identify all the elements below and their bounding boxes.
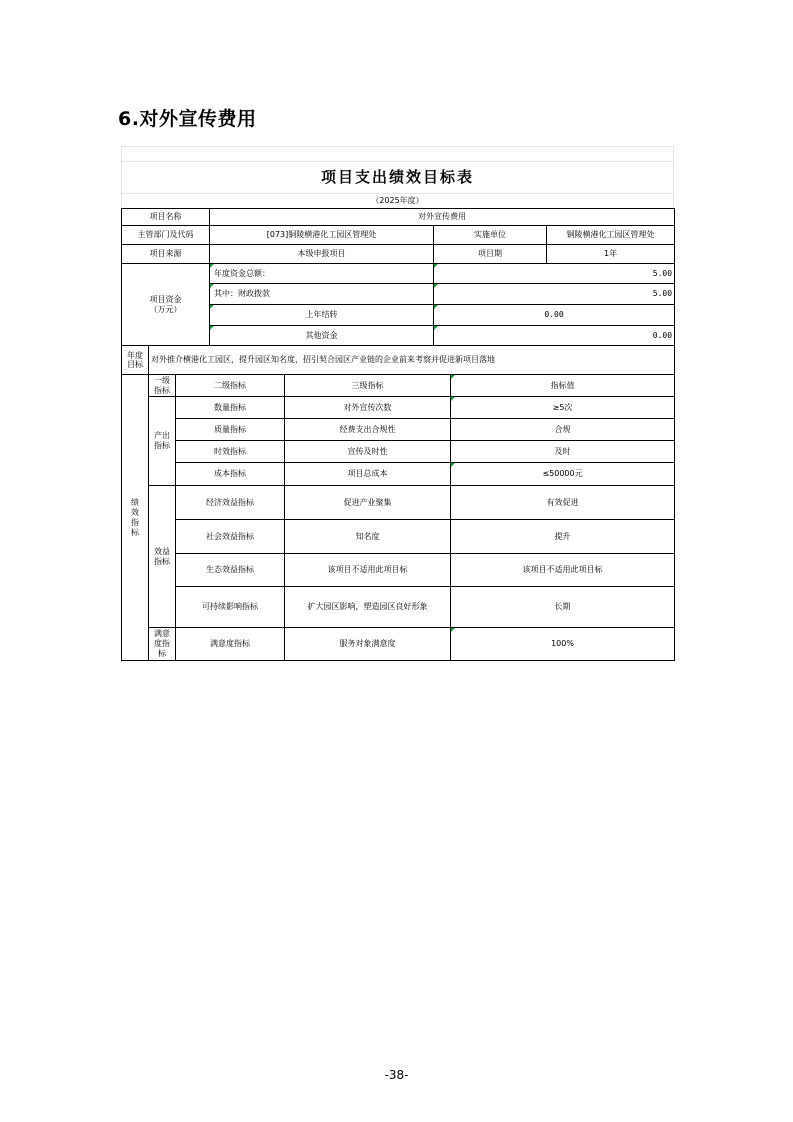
output-value: 及时 <box>451 441 675 463</box>
goal-text: 对外推介横港化工园区，提升园区知名度，招引契合园区产业链的企业前来考察并促进新项目落地 <box>149 346 675 375</box>
benefit-value: 提升 <box>451 520 675 554</box>
goal-label: 年度 目标 <box>122 346 149 375</box>
table-row <box>122 587 675 628</box>
funds-label: 项目资金 （万元） <box>122 264 210 346</box>
table-row <box>122 397 675 419</box>
project-name-label: 项目名称 <box>122 209 210 226</box>
benefit-value: 该项目不适用此项目标 <box>451 554 675 587</box>
title-frame-line <box>121 146 674 147</box>
benefit-l2: 经济效益指标 <box>176 486 285 520</box>
output-value: ≥5次 <box>451 397 675 419</box>
output-indicator-label: 产出 指标 <box>149 397 176 486</box>
funds-fiscal-value: 5.00 <box>434 284 675 305</box>
table-title: 项目支出绩效目标表 <box>320 168 474 186</box>
funds-total-label: 年度资金总额： <box>210 264 434 284</box>
period-label: 项目期 <box>434 245 547 264</box>
output-value: 合规 <box>451 419 675 441</box>
benefit-indicator-label: 效益 指标 <box>149 486 176 628</box>
benefit-l2: 可持续影响指标 <box>176 587 285 628</box>
performance-goal-table <box>121 208 675 661</box>
table-row <box>122 419 675 441</box>
table-row <box>122 226 675 245</box>
table-row <box>122 520 675 554</box>
output-l3: 对外宣传次数 <box>285 397 451 419</box>
table-year: （2025年度） <box>371 196 424 205</box>
satisfaction-l3: 服务对象满意度 <box>285 628 451 661</box>
impl-unit-label: 实施单位 <box>434 226 547 245</box>
output-l2: 数量指标 <box>176 397 285 419</box>
funds-fiscal-label: 其中：财政拨款 <box>210 284 434 305</box>
benefit-l2: 社会效益指标 <box>176 520 285 554</box>
table-row <box>122 628 675 661</box>
satisfaction-l2: 满意度指标 <box>176 628 285 661</box>
page-number: -38- <box>384 1068 409 1082</box>
source-label: 项目来源 <box>122 245 210 264</box>
funds-carryover-value: 0.00 <box>434 305 675 326</box>
indicator-header-row <box>122 375 675 397</box>
source-value: 本级申报项目 <box>210 245 434 264</box>
table-row <box>122 245 675 264</box>
header-level3: 三级指标 <box>285 375 451 397</box>
funds-row <box>122 264 675 284</box>
funds-total-value: 5.00 <box>434 264 675 284</box>
benefit-l3: 扩大园区影响，塑造园区良好形象 <box>285 587 451 628</box>
benefit-l3: 该项目不适用此项目标 <box>285 554 451 587</box>
output-l3: 经费支出合规性 <box>285 419 451 441</box>
benefit-value: 长期 <box>451 587 675 628</box>
satisfaction-value: 100% <box>451 628 675 661</box>
header-value: 指标值 <box>451 375 675 397</box>
header-level2: 二级指标 <box>176 375 285 397</box>
dept-label: 主管部门及代码 <box>122 226 210 245</box>
output-l2: 质量指标 <box>176 419 285 441</box>
output-l3: 宣传及时性 <box>285 441 451 463</box>
output-l3: 项目总成本 <box>285 463 451 486</box>
header-level1: 一级 指标 <box>149 375 176 397</box>
benefit-l3: 知名度 <box>285 520 451 554</box>
table-row <box>122 554 675 587</box>
table-row <box>122 209 675 226</box>
table-row <box>122 441 675 463</box>
benefit-l3: 促进产业聚集 <box>285 486 451 520</box>
funds-carryover-label: 上年结转 <box>210 305 434 326</box>
dept-value: [073]铜陵横港化工园区管理处 <box>210 226 434 245</box>
table-row <box>122 486 675 520</box>
output-value: ≤50000元 <box>451 463 675 486</box>
output-l2: 时效指标 <box>176 441 285 463</box>
impl-unit-value: 铜陵横港化工园区管理处 <box>547 226 675 245</box>
goal-row <box>122 346 675 375</box>
table-row <box>122 463 675 486</box>
perf-indicator-label: 绩 效 指 标 <box>122 375 149 661</box>
benefit-value: 有效促进 <box>451 486 675 520</box>
project-name-value: 对外宣传费用 <box>210 209 675 226</box>
benefit-l2: 生态效益指标 <box>176 554 285 587</box>
satisfaction-indicator-label: 满意 度指 标 <box>149 628 176 661</box>
output-l2: 成本指标 <box>176 463 285 486</box>
funds-other-value: 0.00 <box>434 326 675 346</box>
period-value: 1年 <box>547 245 675 264</box>
section-heading: 6.对外宣传费用 <box>118 108 257 130</box>
funds-other-label: 其他资金 <box>210 326 434 346</box>
